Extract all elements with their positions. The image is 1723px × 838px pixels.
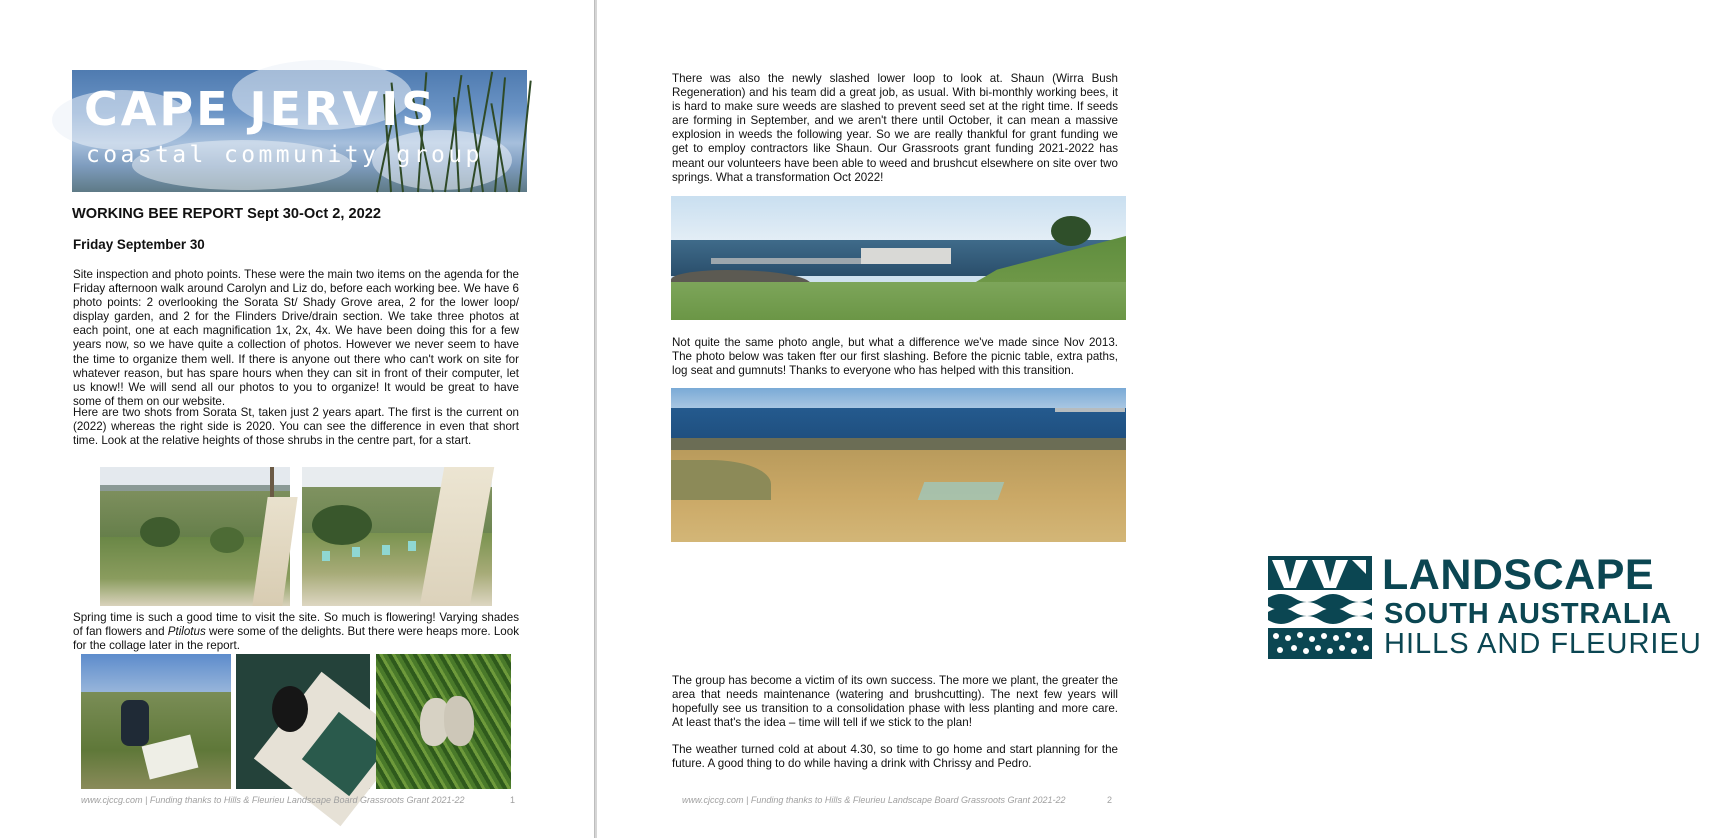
spring-paragraph [73,611,519,653]
banner-title: CAPE JERVIS [84,82,438,136]
beetle-photo [236,654,370,789]
spring-text-b: were some of the delights. But there were heaps more. Look for the collage later in the report. [73,625,519,653]
cape-jervis-banner [72,70,527,192]
slashing-2013-photo [671,388,1126,542]
page-1 [0,0,594,838]
sorata-2022-photo [100,467,290,606]
intro-paragraph: Site inspection and photo points. These were the main two items on the agenda for the Friday afternoon walk around Carolyn and Liz do, before each working bee. We have 6 photo points: 2 overlooking the Sorata St/ Shady Grove area, 2 for the lower loop/ display garden, and 2 for the Flinders Drive/drain section. We take three photos at each point, one at each magnification 1x, 2x, 4x. We have been doing this for a few years now, so we have quite a collection of photos. However we never seem to have the time to organize them well. If there is anyone out there who can't work on site for whatever reason, but has spare hours when they can sit in front of their computer, let us know!! We will send all our photos to you to organize! It would be great to have some of them on our website. [73,268,519,408]
photo-angle-paragraph: Not quite the same photo angle, but what a difference we've made since Nov 2013. The photo below was taken fter our first slashing. Before the picnic table, extra paths, log seat and gumnuts! Thanks to everyone who has helped with this transition. [672,336,1118,378]
page1-footer: www.cjccg.com | Funding thanks to Hills & Fleurieu Landscape Board Grassroots Grant 2021-22 [81,795,465,805]
weather-paragraph: The weather turned cold at about 4.30, so time to go home and start planning for the future. A good thing to do while having a drink with Chrissy and Pedro. [672,743,1118,771]
day-heading: Friday September 30 [73,237,205,252]
success-paragraph: The group has become a victim of its own success. The more we plant, the greater the area that needs maintenance (watering and brushcutting). The next few years will hopefully see us transition to a consolidation phase with less planting and more care. At least that's the idea – time will tell if we stick to the plan! [672,674,1118,730]
page2-number: 2 [1107,795,1113,805]
spring-text-a: Spring time is such a good time to visit the site. So much is flowering! Varying shades of fan flowers and [73,611,519,639]
page1-number: 1 [510,795,516,805]
banner-subtitle: coastal community group [86,142,483,168]
transformation-2022-photo [671,196,1126,320]
landscape-sa-mark-icon [1268,556,1372,659]
page2-footer: www.cjccg.com | Funding thanks to Hills & Fleurieu Landscape Board Grassroots Grant 2021-22 [682,795,1066,805]
report-heading: WORKING BEE REPORT Sept 30-Oct 2, 2022 [72,206,381,222]
logo-hills-fleurieu: HILLS AND FLEURIEU [1384,628,1702,660]
sorata-paragraph: Here are two shots from Sorata St, taken just 2 years apart. The first is the current on (2022) whereas the right side is 2020. You can see the difference in even that short time. Look at the relative heights of those shrubs in the centre part, for a start. [73,406,519,448]
volunteer-weeding-photo [81,654,231,789]
logo-landscape: LANDSCAPE [1382,551,1655,599]
page-2 [597,0,1702,838]
logo-south-australia: SOUTH AUSTRALIA [1384,598,1673,630]
butterfly-photo [376,654,511,789]
lower-loop-paragraph: There was also the newly slashed lower loop to look at. Shaun (Wirra Bush Regeneration) and his team did a great job, as usual. With bi-monthly working bees, it is hard to make sure weeds are slashed to prevent seed set at the right time. If seeds are forming in September, and we aren't there until October, it can mean a massive explosion in weeds the following year. So we are really thankful for grant funding we get to employ contractors like Shaun. Our Grassroots grant funding 2021-2022 has meant our volunteers have been able to weed and brushcut elsewhere on site over two springs. What a transformation Oct 2022! [672,72,1118,184]
landscape-sa-logo [1268,551,1723,660]
sorata-2020-photo [302,467,492,606]
ptilotus-italic: Ptilotus [167,625,206,639]
